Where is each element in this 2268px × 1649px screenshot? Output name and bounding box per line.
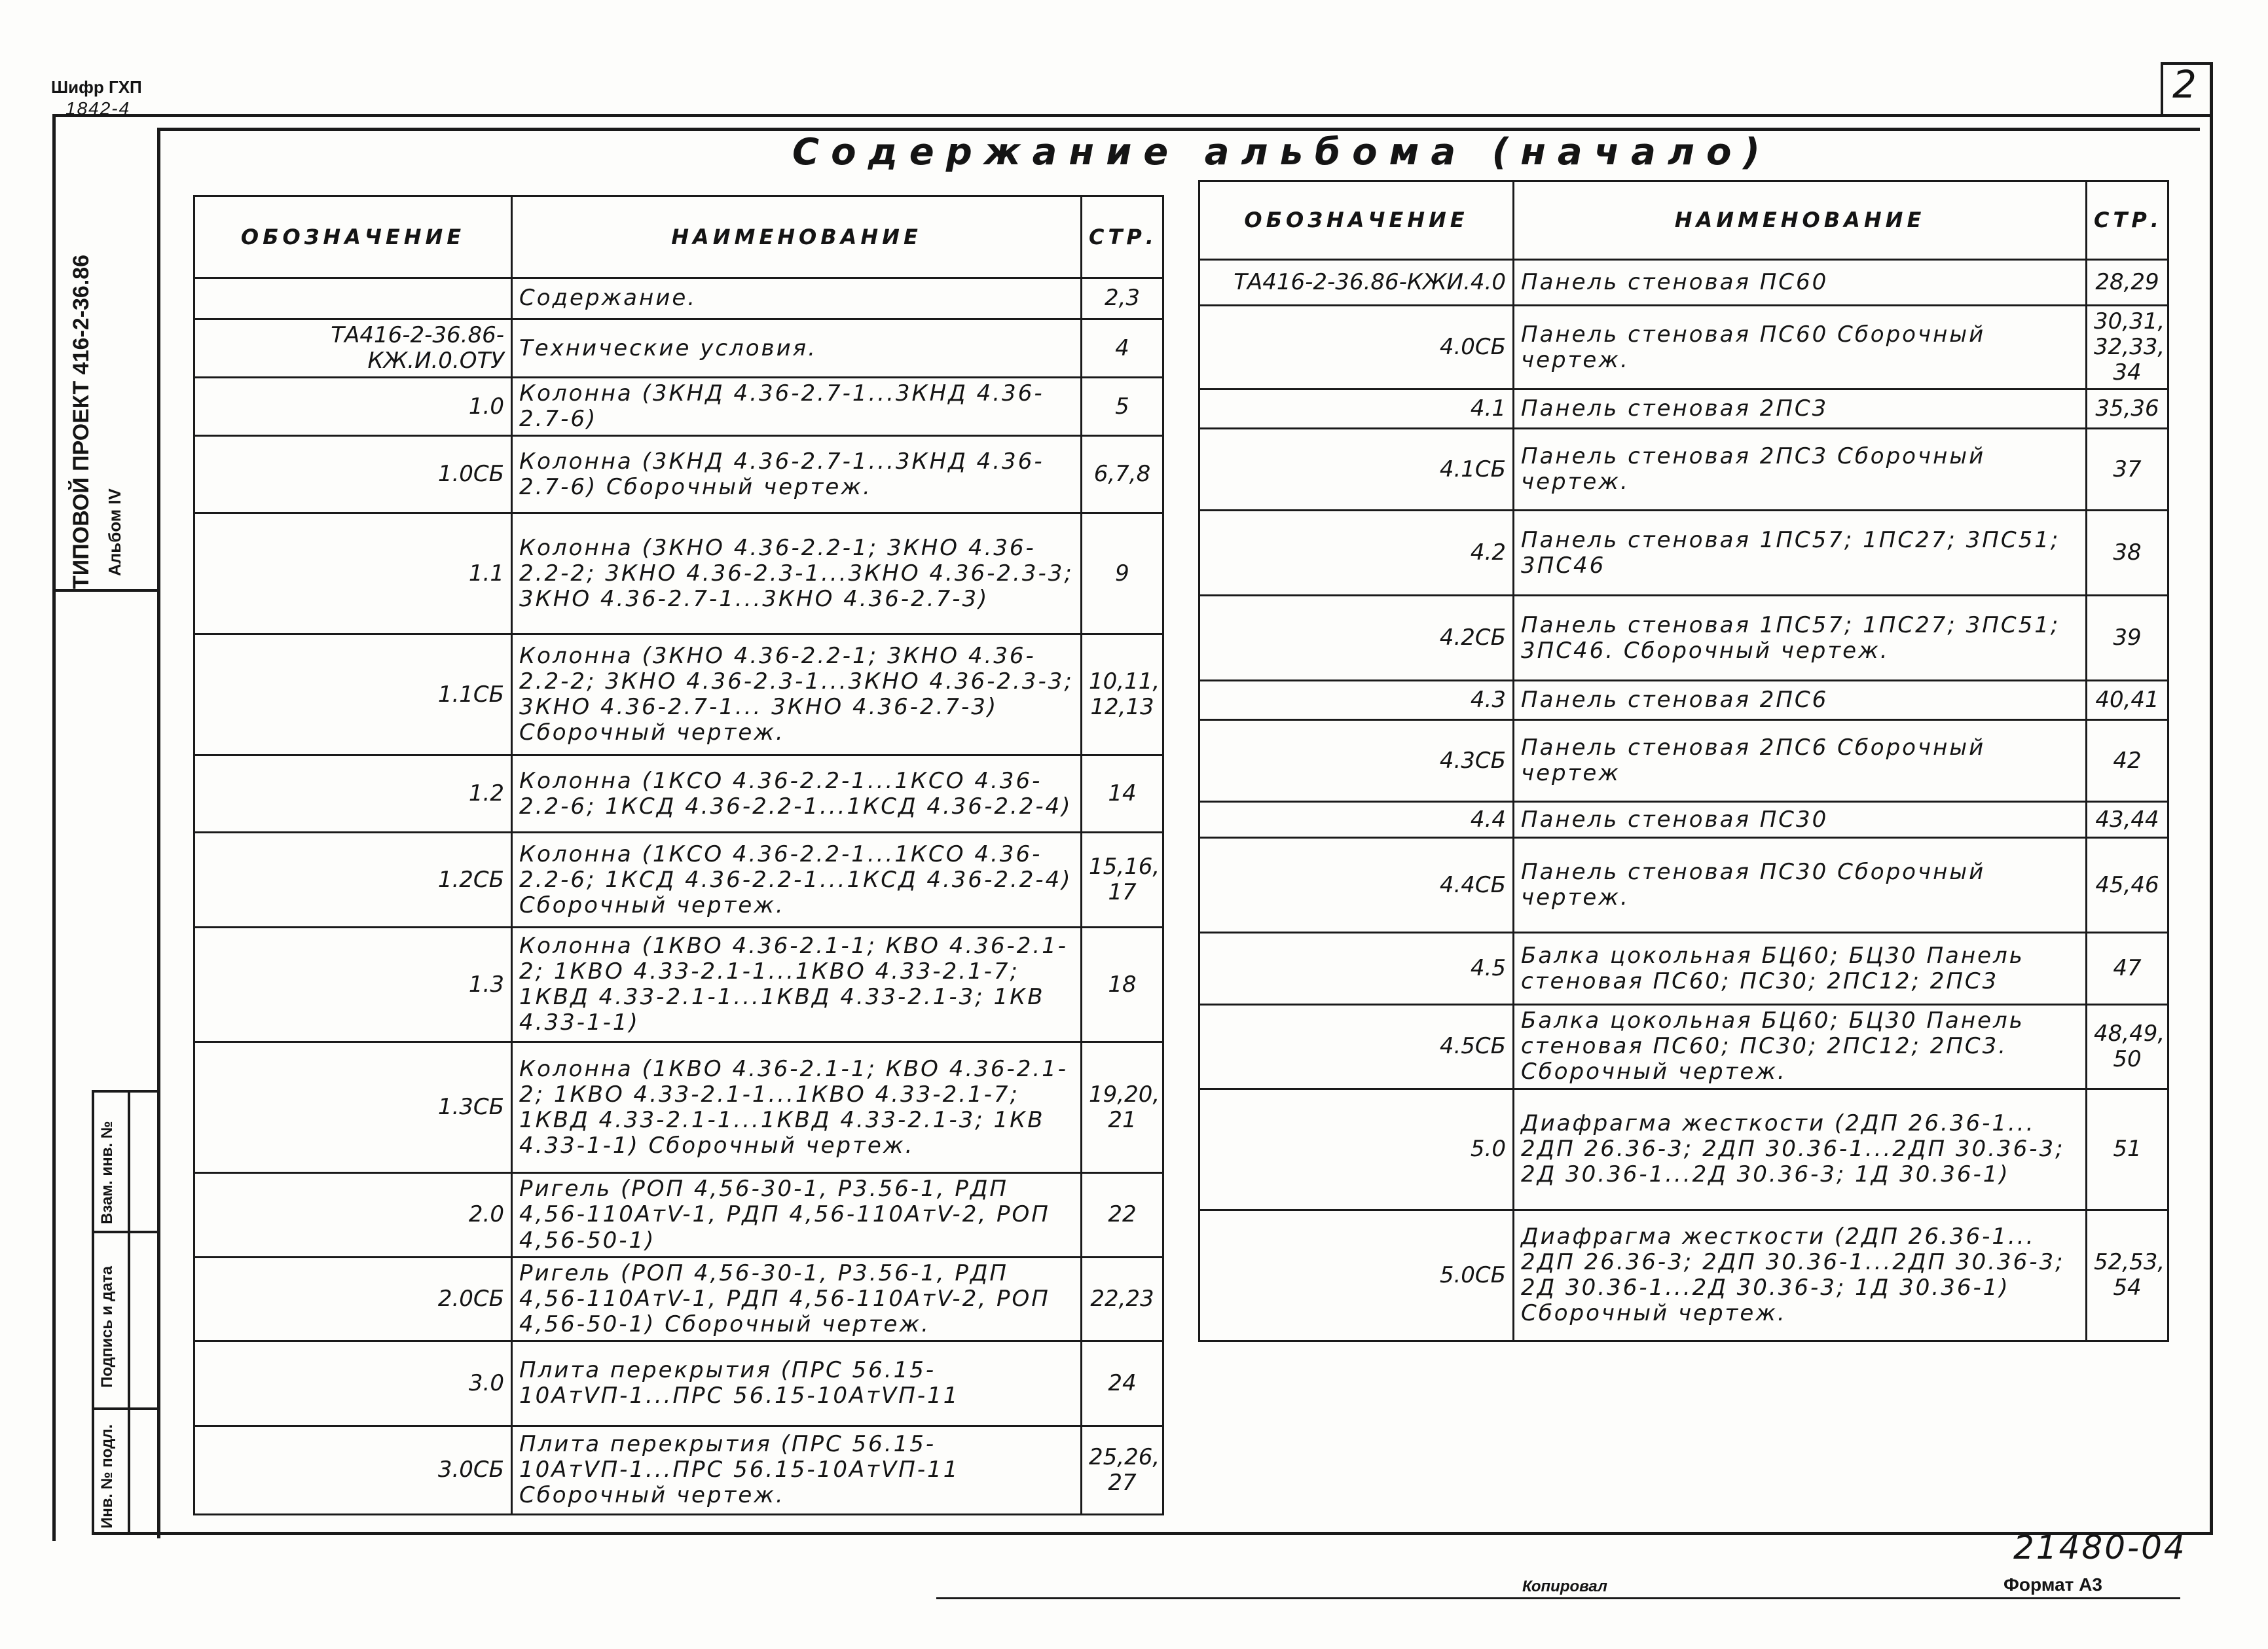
table-row: ТА416-2-36.86-КЖИ.4.0 Панель стеновая ПС60 28,29: [1199, 260, 2168, 306]
inner-frame-left: [157, 128, 160, 1538]
stamp-label-inv: Инв. № подл.: [98, 1424, 116, 1529]
stamp-block-div1: [92, 1231, 157, 1233]
table-row: ТА416-2-36.86-КЖ.И.0.ОТУ Технические условия. 4: [194, 319, 1163, 378]
table-row: 1.0СБ Колонна (3КНД 4.36-2.7-1...3КНД 4.36-2.7-6) Сборочный чертеж. 6,7,8: [194, 436, 1163, 513]
stamp-block-div2: [92, 1407, 157, 1410]
side-block-line: [52, 589, 157, 592]
table-row: 3.0СБ Плита перекрытия (ПРС 56.15-10АтVП-1...ПРС 56.15-10АтVП-11 Сборочный чертеж. 25,26, 27: [194, 1426, 1163, 1514]
outer-frame-right: [2210, 62, 2213, 1535]
table-row: 4.5СБ Балка цокольная БЦ60; БЦ30 Панель стеновая ПС60; ПС30; 2ПС12; 2ПС3. Сборочный чертеж. 48,49, 50: [1199, 1005, 2168, 1089]
project-label: ТИПОВОЙ ПРОЕКТ 416-2-36.86: [69, 254, 94, 589]
table-row: 1.2 Колонна (1КСО 4.36-2.2-1...1КСО 4.36-2.2-6; 1КСД 4.36-2.2-1...1КСД 4.36-2.2-4) 14: [194, 755, 1163, 833]
table-row: 1.0 Колонна (3КНД 4.36-2.7-1...3КНД 4.36-2.7-6) 5: [194, 378, 1163, 436]
right-contents-table: [1198, 180, 2169, 1342]
table-row: 4.4СБ Панель стеновая ПС30 Сборочный чертеж. 45,46: [1199, 838, 2168, 933]
stamp-block-left: [92, 1090, 94, 1535]
table-row: 5.0СБ Диафрагма жесткости (2ДП 26.36-1... 2ДП 26.36-3; 2ДП 30.36-1...2ДП 30.36-3; 2Д 30.36-1...2Д 30.36-3; 1Д 30.36-1) Сборочный чертеж. 52,53, 54: [1199, 1210, 2168, 1341]
inventory-number: 21480-04: [2013, 1529, 2187, 1567]
table-row: 4.1 Панель стеновая 2ПС3 35,36: [1199, 390, 2168, 429]
table-row: 1.2СБ Колонна (1КСО 4.36-2.2-1...1КСО 4.36-2.2-6; 1КСД 4.36-2.2-1...1КСД 4.36-2.2-4) Сборочный чертеж. 15,16, 17: [194, 833, 1163, 928]
header-page: СТР.: [1082, 196, 1163, 278]
table-row: 4.0СБ Панель стеновая ПС60 Сборочный чертеж. 30,31, 32,33, 34: [1199, 306, 2168, 390]
table-row: 2.0 Ригель (РОП 4,56-30-1, Р3.56-1, РДП 4,56-110АтV-1, РДП 4,56-110АтV-2, РОП 4,56-50-1) 22: [194, 1173, 1163, 1257]
table-row: 4.5 Балка цокольная БЦ60; БЦ30 Панель стеновая ПС60; ПС30; 2ПС12; 2ПС3 47: [1199, 933, 2168, 1005]
page-title: Содержание альбома (начало): [792, 131, 1772, 173]
table-row: 4.4 Панель стеновая ПС30 43,44: [1199, 802, 2168, 838]
table-row: 1.1 Колонна (3КНО 4.36-2.2-1; 3КНО 4.36-2.2-2; 3КНО 4.36-2.3-1...3КНО 4.36-2.3-3; 3КНО 4.36-2.7-1...3КНО 4.36-2.7-3) 9: [194, 513, 1163, 634]
header-code: ОБОЗНАЧЕНИЕ: [1199, 181, 1514, 260]
header-code: ОБОЗНАЧЕНИЕ: [194, 196, 512, 278]
stamp-block-mid: [128, 1090, 130, 1535]
table-row: 4.1СБ Панель стеновая 2ПС3 Сборочный чертеж. 37: [1199, 429, 2168, 511]
format-label: Формат А3: [2003, 1574, 2102, 1595]
table-row: 4.3СБ Панель стеновая 2ПС6 Сборочный чертеж 42: [1199, 720, 2168, 802]
left-contents-table: [193, 195, 1164, 1515]
table-row: 5.0 Диафрагма жесткости (2ДП 26.36-1... 2ДП 26.36-3; 2ДП 30.36-1...2ДП 30.36-3; 2Д 30.36-1...2Д 30.36-3; 1Д 30.36-1) 51: [1199, 1089, 2168, 1210]
outer-frame-left: [52, 114, 56, 1541]
header-page: СТР.: [2087, 181, 2168, 260]
header-name: НАИМЕНОВАНИЕ: [512, 196, 1082, 278]
stamp-label-sign: Подпись и дата: [98, 1266, 116, 1388]
copied-label: Копировал: [1522, 1578, 1607, 1595]
table-row: 4.2 Панель стеновая 1ПС57; 1ПС27; 3ПС51; 3ПС46 38: [1199, 511, 2168, 596]
sheet-number: 2: [2172, 62, 2199, 107]
stamp-label-replace: Взам. инв. №: [98, 1121, 116, 1224]
stamp-block-top: [92, 1090, 157, 1093]
table-row: 4.2СБ Панель стеновая 1ПС57; 1ПС27; 3ПС51; 3ПС46. Сборочный чертеж. 39: [1199, 596, 2168, 681]
table-row: 1.3СБ Колонна (1КВО 4.36-2.1-1; КВО 4.36-2.1-2; 1КВО 4.33-2.1-1...1КВО 4.33-2.1-7; 1КВД 4.33-2.1-1...1КВД 4.33-2.1-3; 1КВ 4.33-1-1) Сборочный чертеж. 19,20, 21: [194, 1042, 1163, 1173]
table-row: 4.3 Панель стеновая 2ПС6 40,41: [1199, 681, 2168, 720]
sheet-box-left: [2161, 62, 2163, 115]
code-value: 1842-4: [65, 98, 131, 118]
table-row: 2.0СБ Ригель (РОП 4,56-30-1, Р3.56-1, РДП 4,56-110АтV-1, РДП 4,56-110АтV-2, РОП 4,56-50-1) Сборочный чертеж. 22,23: [194, 1257, 1163, 1341]
outer-frame-top: [52, 114, 2213, 117]
album-label: Альбом IV: [105, 488, 124, 576]
table-row: 1.3 Колонна (1КВО 4.36-2.1-1; КВО 4.36-2.1-2; 1КВО 4.33-2.1-1...1КВО 4.33-2.1-7; 1КВД 4.33-2.1-1...1КВД 4.33-2.1-3; 1КВ 4.33-1-1) 18: [194, 928, 1163, 1042]
table-row: 3.0 Плита перекрытия (ПРС 56.15-10АтVП-1...ПРС 56.15-10АтVП-11 24: [194, 1341, 1163, 1426]
inner-frame-bottom: [92, 1532, 2213, 1535]
code-label: Шифр ГХП: [51, 77, 142, 97]
table-row: Содержание. 2,3: [194, 278, 1163, 319]
bottom-rule: [936, 1597, 2180, 1599]
header-name: НАИМЕНОВАНИЕ: [1514, 181, 2087, 260]
table-row: 1.1СБ Колонна (3КНО 4.36-2.2-1; 3КНО 4.36-2.2-2; 3КНО 4.36-2.3-1...3КНО 4.36-2.3-3; 3КНО 4.36-2.7-1... 3КНО 4.36-2.7-3) Сборочный чертеж. 10,11, 12,13: [194, 634, 1163, 755]
